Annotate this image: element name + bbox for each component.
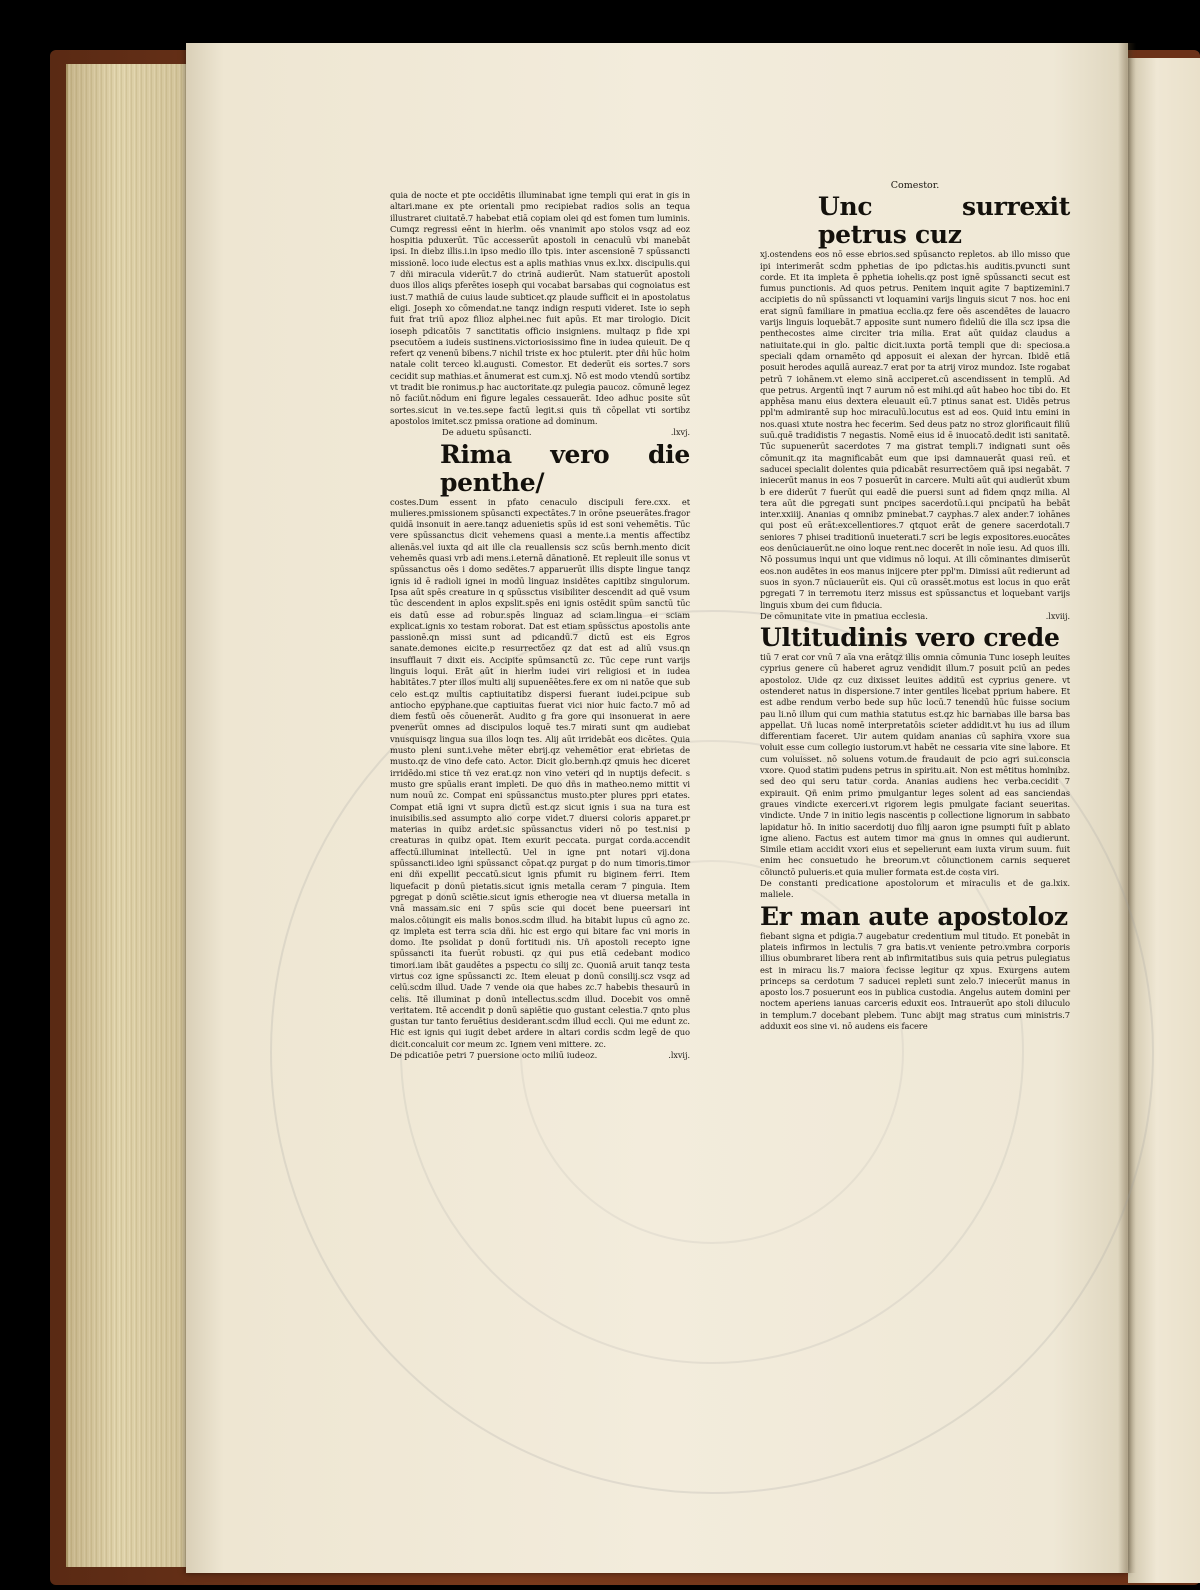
chapter-title: De cōmunitate vite in pmatiua ecclesia. (760, 610, 928, 621)
decorated-initial-line: Ultitudinis vero crede (760, 623, 1060, 653)
right-chapter-heading-2 (760, 878, 1070, 901)
decorated-initial-line: Unc surrexit petrus cuz (818, 192, 1070, 250)
left-chapter-heading-2 (390, 1050, 690, 1061)
left-paragraph-2: costes.Dum essent in pfato cenaculo discipuli fere.cxx. et mulieres.pmissionem spūsancti expectātes.7 in orōne pseuerātes.fragor quidā insonuit in aere.tanqz aduenietis spūs id est soni vehemētis. Tūc vere spūssanctus dicit vehemens quasi a mente.i.a mentis affectibz alienās.vel iuxta qd ait ille cla reuallensis scz scūs bernh.mento dicit vehemēs quasi vrb adi mens.i.eternā dānationē. Et repleuit ille sonus vt spūssanctus oēs i domo sedētes.7 apparuerūt illis dispte lingue tanqz ignis id ē radioli ignei in modū linguaz insidētes capitibz singulorum. Ipsa aūt spēs creature in q spūssctus visibiliter descendit ad quē vsum tūc descendent in aplos expslit.spēs eni ignis ostēdit spūm sanctū tūc eis datū esse ad robur.spēs linguaz ad sciam.lingua ei sciam explicat.ignis xo testam roborat. Dat est etiam spūssctus apostolis ante passionē.qn missi sunt ad pdicandū.7 dictū est eis Egros sanate.demones eicite.p resurrectōez qz dat est ad aliū vsus.qn insufflauit 7 dixit eis. Accipite spūmsanctū zc. Tūc cepe runt varijs linguis loqui. Erāt aūt in hierlm iudei viri religiosi et in iudea habitātes.7 pter illos multi alij supuenēētes.fere ex om ni natōe que sub celo est.qz multis captiuitatibz dispersi fuerant iudei.pcipue sub antiocho epyphane.que captiuitas fuerat vici nior huic facto.7 mō ad diem festū oēs cōuenerāt. Audito g fra gore qui insonuerat in aere pvenerūt omnes ad discipulos loquē tes.7 mirati sunt qm audiebat vnusquisqz lingua sua illos loqn tes. Alij aūt irridebāt eos dicētes. Quia musto pleni sunt.i.vehe mēter ebrij.qz vehemētior erat ebrietas de musto.qz de vino defe cato. Actor. Dicit glo.bernh.qz qmuis hec diceret irridēdo.mi stice tñ vez erat.qz non vino veteri qd in nuptijs defecit. s musto gre spūalis erant impleti. De quo dñs in matheo.nemo mittit vi num nouū zc. Compat eni spūssanctus musto.pter plures ppri etates. Compat etiā igni vt supra dictū est.qz sicut ignis i sua na tura est inuisibilis.sed assumpto alio corpe videt.7 diuersi coloris apparet.pr materias in quibz ardet.sic spūssanctus videri nō po test.nisi p creaturas in quibz opat. Item exurit peccata. purgat corda.accendit affectū.illuminat intellectū. Uel in igne pnt notari vij.dona spūssancti.ideo igni spūssanct cōpat.qz purgat p do num timoris.timor eni dñi expellit peccatū.sicut ignis pfumit ru biginem ferri. Item liquefacit p donū pietatis.sicut ignis metalla ceram 7 pinguia. Item pgregat p donū sciētie.sicut ignis etherogie nea vt diuersa metalla in vnā massam.sic eni 7 spūs scie qui docet bene pueersari int malos.cōiungit eis malis bonos.scdm illud. ha bitabit lupus cū agno zc. qz impleta est terra scia dñi. hic est ergo qui bitare fac vni moris in domo. Ite psolidat p donū fortitudi nis. Uñ apostoli recepto igne spūssancti ita fuerūt robusti. qz qui pus etiā cedebant modico timori.iam ibāt gaudētes a pspectu co silij zc. Quoniā aruit tanqz testa virtus coz igne spūssancti zc. Item eleuat p donū consilij.scz vsqz ad celū.scdm illud. Uade 7 vende oia que habes zc.7 habebis thesaurū in celis. Itē illuminat p donū intellectus.scdm illud. Docebit vos omnē veritatem. Itē accendit p donū sapiētie quo gustant celestia.7 qnto plus gustan tur tanto feruētius desiderant.scdm illud eccli. Qui me edunt zc. Hic est ignis qui iugit debet ardere in altari cordis scdm legē de quo dicit.concaluit cor meum zc. Ignem veni mittere. zc. (390, 496, 690, 1049)
chapter-number: .lxvij. (668, 1051, 690, 1061)
right-paragraph-3: fiebant signa et pdigia.7 augebatur credentium mul titudo. Et ponebāt in plateis infirmos in lectulis 7 gra batis.vt veniente petro.vmbra corporis illius obumbraret libera rent ab infirmitatibus suis quia petrus pulegiatus est in miracu lis.7 maiora fecisse legitur qz xpus. Exurgens autem princeps sa cerdotum 7 saducei repleti sunt zelo.7 iniecerūt manus in aposto los.7 posuerunt eos in publica custodia. Angelus autem domini per noctem aperiens ianuas carceris eduxit eos. Intrauerūt apo stoli diluculo in templum.7 docebant plebem. Tunc abijt mag stratus cum ministris.7 adduxit eos sine vi. nō audens eis facere (760, 930, 1070, 1031)
chapter-number: .lxviij. (1045, 611, 1070, 621)
right-text-column (760, 180, 1070, 1032)
left-chapter-heading-1 (390, 427, 690, 438)
decorated-initial-line: Er man aute apostoloz (760, 901, 1068, 931)
chapter-title: De constanti predicatione apostolorum et miraculis et de ga maliele. (760, 878, 1051, 900)
chapter-title: De aduetu spūsancti. (442, 427, 532, 438)
left-paragraph-1: quia de nocte et pte occidētis illuminabat igne templi qui erat in gis in altari.mane ex pte orientali pmo recipiebat radios solis an tequa illustraret ciuitatē.7 habebat etiā copiam olei qd est fomen tum luminis. Cumqz regressi eēnt in hierlm. oēs vnanimit apo stolos vsqz ad eoz hospitia pduxerūt. Tūc accesserūt apostoli in cenaculū vbi manebāt ipsi. In diebz illis.i.in ipso medio illo tpis. inter ascensionē 7 spūssancti missionē. loco iude electus est a aplis mathias vnus ex.lxx. discipulis.qui 7 dñi miracula viderūt.7 do ctrinā audierūt. Nam statuerūt apostoli duos illos aliqs pferētes ioseph qui vocabat barsabas qui cognoiatus est iust.7 mathiā de cuius laude subticet.qz plaude sufficit ei in apostolatus eligi. Joseph xo cōmendat.ne tanqz indign resputi videret. Iste io seph fuit frat triū apoz filioz alphei.nec fuit apūs. Et mar tirologio. Dicit ioseph pdicatōis 7 sanctitatis officio insigniens. multaqz p fide xpi psecutōem a iudeis sustinens.victoriosissimo fine in iudea quieuit. De q refert qz venenū bibens.7 nichil triste ex hoc ptulerit. pter dñi hūc hoim natale colit terceo kl.augusti. Comestor. Et dederūt eis sortes.7 sors cecidit sup mathias.et ānumerat est cum.xj. Nō est modo vtendū sortibz vt tradit bie ronimus.p hac auctoritate.qz pulegia paucoz. cōmunē legez nō faciūt.nōdum eni figure legales cessauerāt. Ideo adhuc posite sūt sortes.sicut in ve.tes.sepe factū legit.si quis tñ cōpellat vti sortibz apostolos imitet.scz pmissa oratione ad dominum. (390, 190, 690, 426)
right-chapter-heading-1 (760, 611, 1070, 622)
left-text-column (390, 190, 690, 1061)
right-paragraph-2: tiū 7 erat cor vnū 7 aīa vna erātqz illis omnia cōmunia Tunc ioseph leuites cyprius genere cū haberet agruz vendidit illum.7 posuit pciū an pedes apostoloz. Uide qz cuz dixisset leuites additū est cyprius genere. vt ostenderet natus in dispersione.7 inter gentiles licebat pprium habere. Et est adbe rendum verbo bede sup hūc locū.7 tenendū hūc fuisse socium pau li.nō illum qui cum mathia statutus est.qz hic barnabas ille barsa bas appellat. Uñ lucas nomē interpretatōis scieter addidit.vt hu ius ad illum differentiam faceret. Uir autem quidam ananias cū saphira vxore sua voluit esse cum collegio iustorum.vt habēt ne cessaria vite sine labore. Et cum voluisset. nō soluens votum.de fraudauit de pcio agri sui.conscia vxore. Quod statim pudens petrus in spiritu.ait. Non est mētitus hominibz. sed deo qui seru tatur corda. Ananias audiens hec verba.cecidit 7 expirauit. Qñ enim primo pmulgantur leges solent ad eas sanciendas graues vindicte exerceri.vt rigorem legis pmulgate faciant seueritas. vindicte. Unde 7 in initio legis nascentis p collectione lignorum in sabbato lapidatur hō. In initio sacerdotij duo filij aaron igne psumpti fuīt p ablato igne alieno. Factus est autem timor ma gnus in omnes qui audierunt. Simile etiam accidit vxori eius et sepelierunt eam iuxta virum suum. fuit enim hec consuetudo he breorum.vt cōiunctionem carnis sequeret cōiunctō pulueris.et quia mulier formata est.de costa viri. (760, 652, 1070, 877)
page-gutter (1118, 43, 1136, 1573)
running-head: Comestor. (890, 180, 940, 191)
page-edges-shade (66, 64, 196, 1567)
chapter-number: .lxix. (1050, 879, 1070, 889)
right-paragraph-1: xj.ostendens eos nō esse ebrios.sed spūsancto repletos. ab illo misso que ipi interimerāt scdm pphetias de ipo pdictas.his auditis.pvuncti sunt corde. Et ita impleta ē pphetia iohelis.qz post ignē spūssancti secut est fumus punctionis. Ad quos petrus. Penitem inquit agite 7 baptizemini.7 accipietis do nū spūssancti vt loquamini varijs linguis sicut 7 nos. hoc eni erat signū familiare in pmatiua ecclia.qz fere oēs ascendētes de lauacro varijs linguis loquebāt.7 apposite sunt numero fideliū die illa scz ipsa die penthecostes aime circiter tria milia. Erat aūt quidaz claudus a natiuitate.qui in glo. paltic dicit.iuxta portā templi que di: speciosa.a speciali qdam ornamēto qd apposuit ei alexan der hyrcan. Ibidē etiā posuit herodes aquilā aureaz.7 erat por ta atrij viroz mundoz. Iste rogabat petrū 7 iohānem.vt elemo sinā acciperet.cū ascendissent in templū. Ad que petrus. Argentū inqt 7 aurum nō est mihi.qd aūt habeo hoc tibi do. Et apphēsa manu eius dextera eleuauit eū.7 ptinus sanat est. Uidēs petrus ppl'm admirantē sup hoc miraculū.locutus est ad eos. Quid intu emini in nos.quasi xtute nostra hec fecerim. Sed deus patz no stroz glorificauit filiū suū.quē tradidistis 7 negastis. Nomē eius id ē inuocatō.dedit isti sanitatē. Tūc supuenerūt sacerdotes 7 ma gistrat templi.7 indignati sunt oēs cōmunit.qz ita magnificabāt eum que ipsi damnauerāt quasi reū. et saducei specialit dolentes quia pdicabāt resurrectōem quā ipsi negabāt. 7 iniecerūt manus in eos 7 posuerūt in carcere. Multi aūt qui audierūt xbum b ere diderūt 7 fuerūt qui eadē die puersi sunt ad fidem qnqz milia. Al tera aūt die pgregati sunt pncipes sacerdotū.i.qui pncipatū ha bebāt inter.xxiiij. Ananias q omnibz pminebat.7 cayphas.7 alex ander.7 iohānes qui post eū erāt:excellentiores.7 qtquot erāt de genere sacerdotali.7 seniores 7 phisei traditionū inueterati.7 scri be legis expositores.euocātes eos denūciauerūt.ne oino loque rent.nec docerēt in noīe iesu. Ad quos illi. Nō possumus inqui unt que vidimus nō loqui. At illi cōminantes dimiserūt eos.non audētes in eos manus inijcere pter ppl'm. Dimissi aūt redierunt ad suos in syon.7 nūciauerūt eis. Qui cū orassēt.motus est locus in quo erāt pgregati 7 in terremotu iterz missus est spūssanctus et loquebant varijs linguis xbum dei cum fiducia. (760, 249, 1070, 610)
chapter-title: De pdicatiōe petri 7 puersione octo miliū iudeoz. (390, 1050, 598, 1061)
decorated-initial-line: Rima vero die penthe/ (440, 439, 690, 497)
facing-page (1128, 58, 1200, 1583)
chapter-number: .lxvj. (670, 428, 690, 438)
